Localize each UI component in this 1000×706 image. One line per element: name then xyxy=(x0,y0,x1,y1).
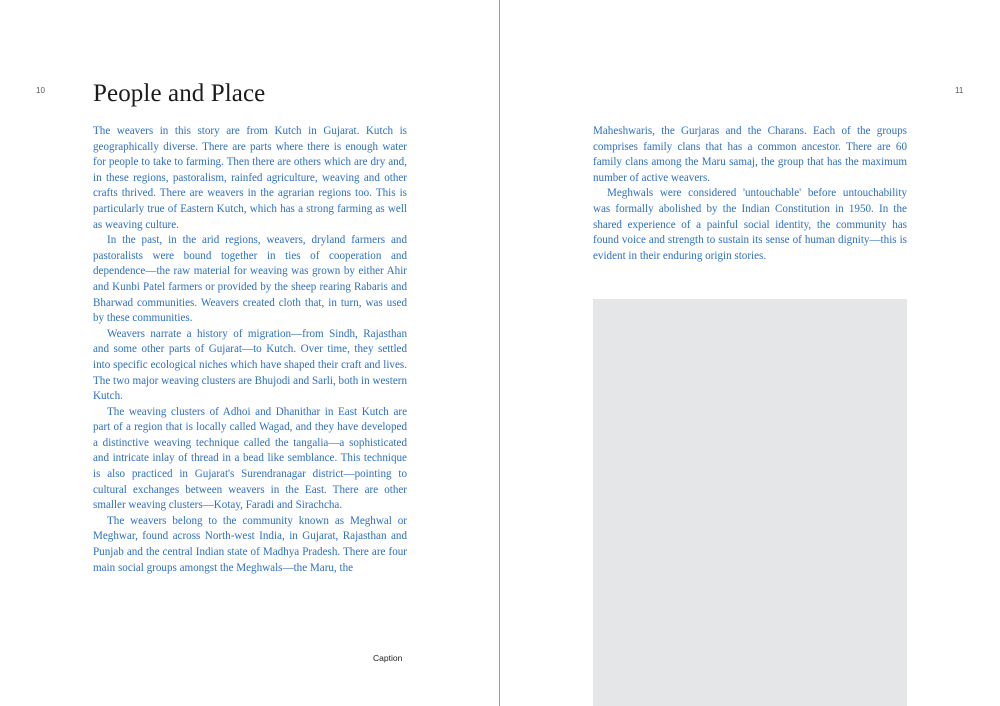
right-text-column xyxy=(593,124,907,264)
paragraph: The weavers in this story are from Kutch in Gujarat. Kutch is geographically diverse. There are parts where there is enough water for people to take to farming. Then there are others which are dry and, in these regions, pastoralism, rainfed agriculture, weaving and other crafts thrived. There are weavers in the agrarian regions too. This is particularly true of Eastern Kutch, which has a strong farming as well as weaving culture. xyxy=(93,125,407,231)
paragraph: Meghwals were considered 'untouchable' before untouchability was formally abolished by the Indian Constitution in 1950. In the shared experience of a painful social identity, the community has found voice and strength to sustain its sense of human dignity—this is evident in their enduring origin stories. xyxy=(593,187,907,262)
paragraph: Weavers narrate a history of migration—from Sindh, Rajasthan and some other parts of Gujarat—to Kutch. Over time, they settled into specific ecological niches which have shaped their craft and lives. The two major weaving clusters are Bhujodi and Sarli, both in western Kutch. xyxy=(93,327,407,403)
image-placeholder xyxy=(593,299,907,706)
left-text-column xyxy=(93,124,407,576)
image-caption: Caption xyxy=(373,653,403,663)
left-page-number: 10 xyxy=(36,86,45,95)
page-gutter xyxy=(499,0,500,706)
paragraph: The weaving clusters of Adhoi and Dhanithar in East Kutch are part of a region that is locally called Wagad, and they have developed a distinctive weaving technique called the tangalia—a sophisticated and intricate inlay of thread in a bead like semblance. This technique is also practiced in Gujarat's Surendranagar district—pointing to cultural exchanges between weavers in the East. There are other smaller weaving clusters—Kotay, Faradi and Sirachcha. xyxy=(93,405,407,512)
paragraph: The weavers belong to the community known as Meghwal or Meghwar, found across North-west India, in Gujarat, Rajasthan and Punjab and the central Indian state of Madhya Pradesh. There are four main social groups amongst the Meghwals—the Maru, the xyxy=(93,514,407,574)
right-page-number: 11 xyxy=(955,86,964,95)
paragraph: In the past, in the arid regions, weavers, dryland farmers and pastoralists were bound together in ties of cooperation and dependence—the raw material for weaving was grown by either Ahir and Kunbi Patel farmers or provided by the sheep rearing Rabaris and Bharwad communities. Weavers created cloth that, in turn, was used by these communities. xyxy=(93,234,407,325)
page-title: People and Place xyxy=(93,80,266,107)
paragraph: Maheshwaris, the Gurjaras and the Charans. Each of the groups comprises family clans that has a common ancestor. There are 60 family clans among the Maru samaj, the group that has the maximum number of active weavers. xyxy=(593,125,907,184)
